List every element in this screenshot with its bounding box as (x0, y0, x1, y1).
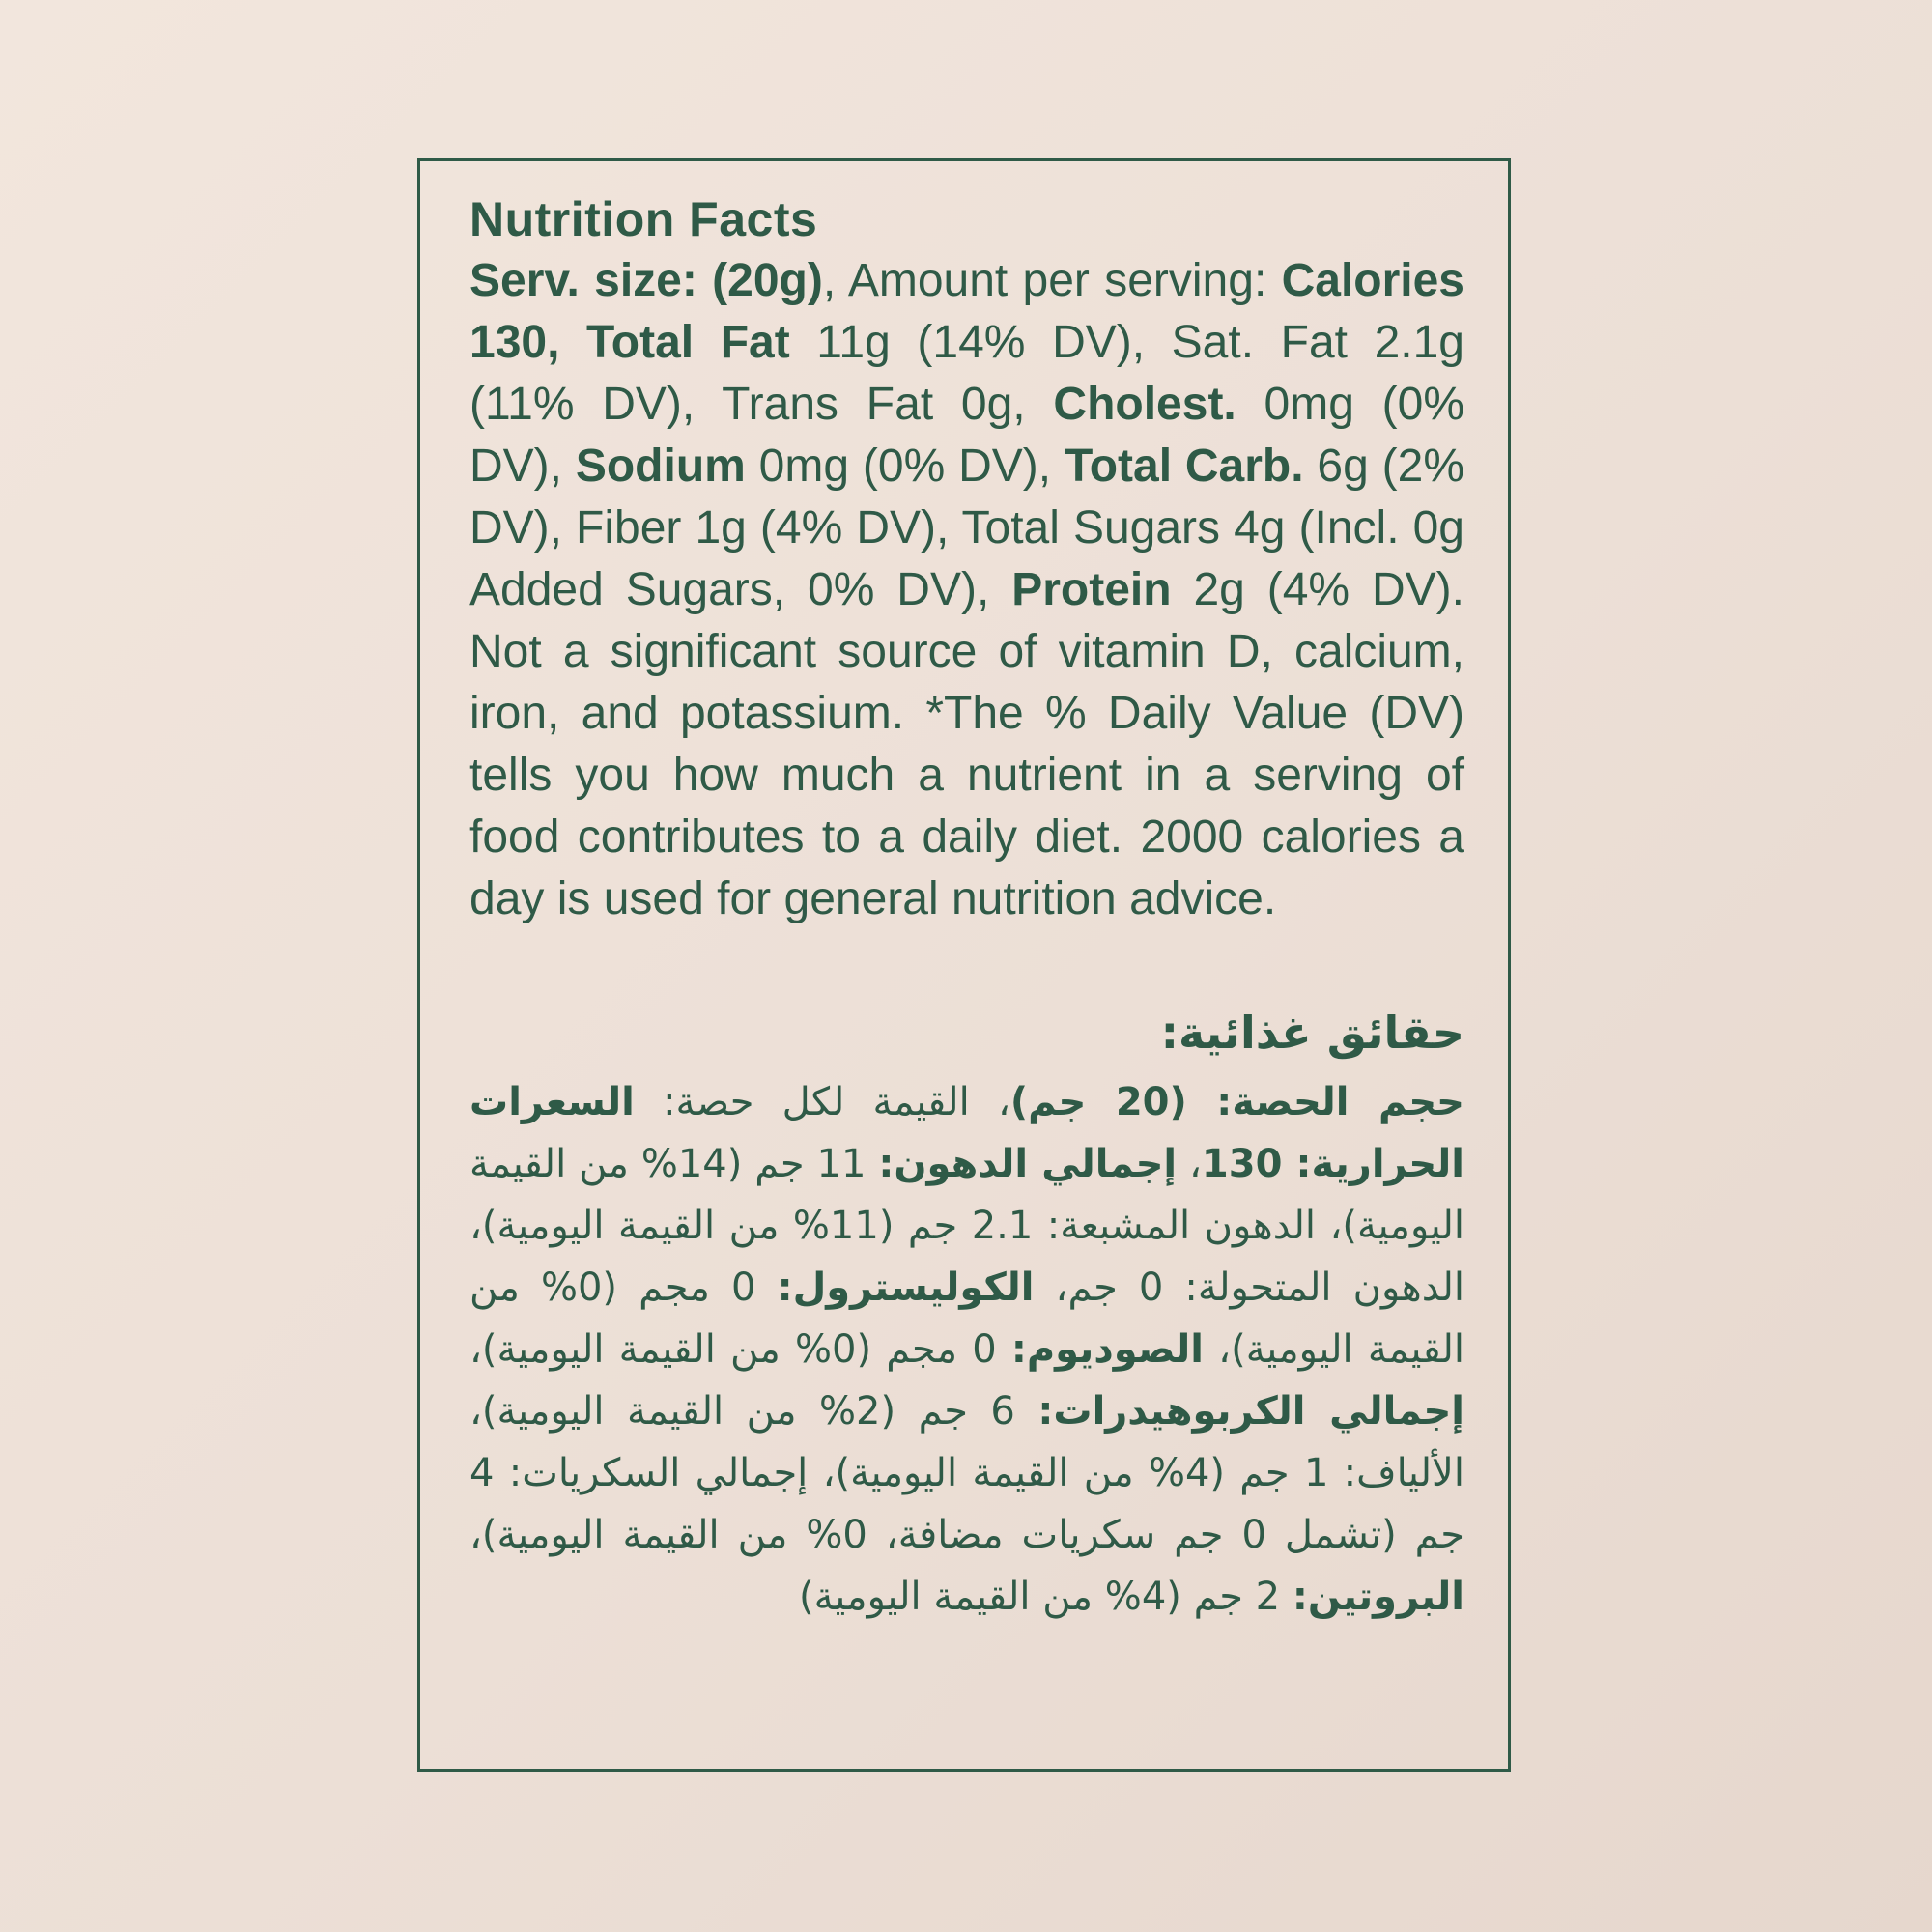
arabic-total-carb-label: إجمالي الكربوهيدرات: (1037, 1389, 1465, 1434)
cholesterol-label: Cholest. (1053, 379, 1236, 430)
arabic-total-fat-value: 11 جم (14% من القيمة اليومية)، الدهون المشبعة: 2.1 جم (11% من القيمة اليومية)، الدهون المتحولة: 0 جم، (469, 1142, 1465, 1310)
arabic-sodium-label: الصوديوم: (1010, 1327, 1205, 1372)
arabic-serving-size-label: حجم الحصة: (20 جم) (1009, 1080, 1465, 1124)
sodium-value: 0mg (0% DV), (745, 440, 1065, 492)
total-carb-label: Total Carb. (1064, 440, 1304, 492)
protein-label: Protein (1011, 564, 1172, 615)
total-carb-value: 6g (2% DV), Fiber 1g (4% DV), Total Sugars 4g (Incl. 0g Added Sugars, 0% DV), (469, 440, 1465, 615)
arabic-total-carb-value: 6 جم (2% من القيمة اليومية)، الألياف: 1 جم (4% من القيمة اليومية)، إجمالي السكريات: 4 جم (تشمل 0 جم سكريات مضافة، 0% من القيمة اليومية)، (469, 1389, 1464, 1557)
sodium-label: Sodium (575, 440, 746, 492)
arabic-cholesterol-value: 0 مجم (0% من القيمة اليومية)، (469, 1265, 1464, 1372)
calories-total-fat-label: Calories 130, Total Fat (469, 255, 1464, 368)
amount-per-serving-text: , Amount per serving: (822, 255, 1282, 306)
arabic-calories-label: السعرات الحرارية: 130 (469, 1080, 1464, 1186)
nutrition-facts-title: Nutrition Facts (469, 192, 818, 246)
arabic-cholesterol-label: الكوليسترول: (777, 1265, 1035, 1310)
arabic-body (469, 1071, 1464, 1628)
arabic-total-fat-label: إجمالي الدهون: (878, 1142, 1178, 1186)
arabic-amount-per-serving: ، القيمة لكل حصة: (634, 1080, 1010, 1124)
arabic-protein-label: البروتين: (1292, 1575, 1464, 1619)
arabic-protein-value: 2 جم (4% من القيمة اليومية) (799, 1575, 1293, 1619)
nutrition-label-box (417, 158, 1511, 1772)
arabic-separator: ، (1177, 1142, 1202, 1186)
total-fat-value: 11g (14% DV), Sat. Fat 2.1g (11% DV), Trans Fat 0g, (469, 317, 1464, 430)
cholesterol-value: 0mg (0% DV), (469, 379, 1465, 492)
arabic-sodium-value: 0 مجم (0% من القيمة اليومية)، (469, 1327, 1011, 1372)
arabic-title: حقائق غذائية: (1160, 1007, 1464, 1059)
nutrition-facts-arabic (469, 1000, 1464, 1628)
nutrition-facts-english (469, 188, 1464, 930)
serving-size-label: Serv. size: (20g) (469, 255, 823, 306)
protein-value: 2g (4% DV). Not a significant source of vitamin D, calcium, iron, and potassium. *The % Daily Value (DV) tells you how much a nutrient in a serving of food contributes to a daily diet. 2000 calories a day is used for general nutrition advice. (469, 564, 1464, 924)
